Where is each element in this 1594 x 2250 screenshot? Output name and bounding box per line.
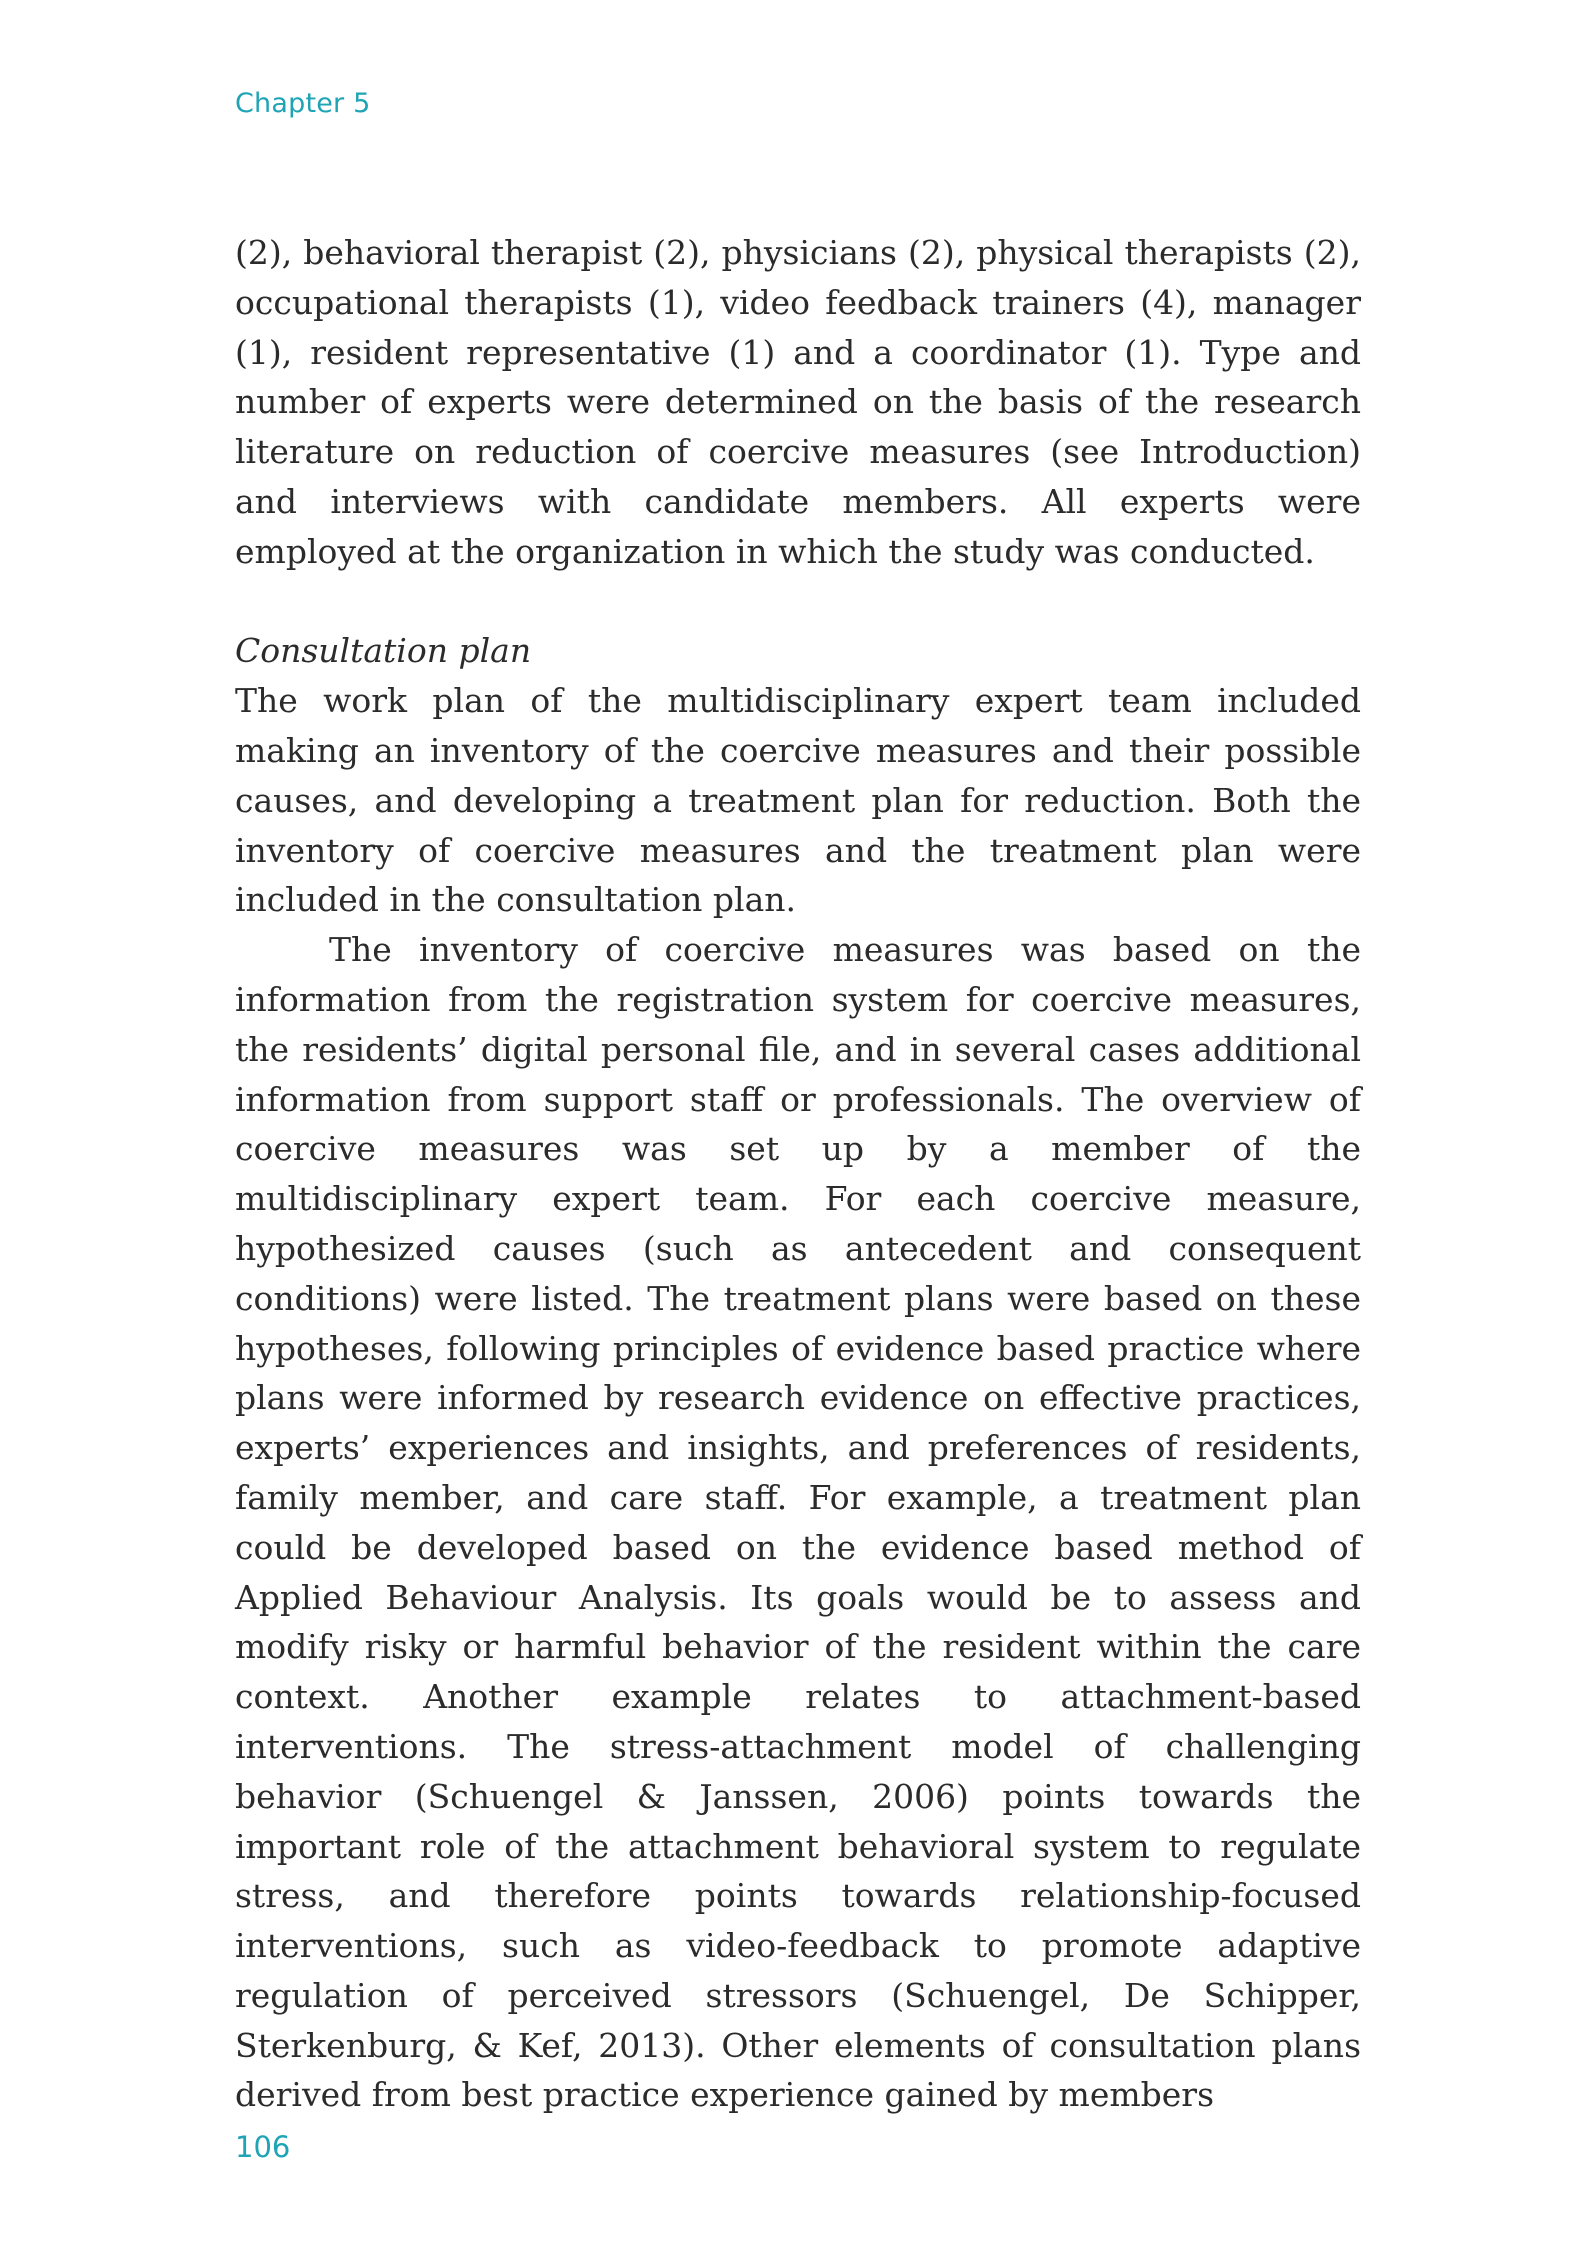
running-head: Chapter 5 xyxy=(235,88,371,119)
page-number: 106 xyxy=(235,2130,291,2164)
paragraph-work-plan: The work plan of the multidisciplinary expert team included making an inventory of the coercive measures and their possible causes, and developing a treatment plan for reduction. Both the inventory of coercive measures and the treatment plan were included in the consultation plan. xyxy=(235,681,1361,920)
body-text xyxy=(235,228,1361,2120)
paragraph-inventory: The inventory of coercive measures was based on the information from the registration system for coercive measures, the residents’ digital personal file, and in several cases additional information from support staff or professionals. The overview of coercive measures was set up by a member of the multidisciplinary expert team. For each coercive measure, hypothesized causes (such as antecedent and consequent conditions) were listed. The treatment plans were based on these hypotheses, following principles of evidence based practice where plans were informed by research evidence on effective practices, experts’ experiences and insights, and preferences of residents, family member, and care staff. For example, a treatment plan could be developed based on the evidence based method of Applied Behaviour Analysis. Its goals would be to assess and modify risky or harmful behavior of the resident within the care context. Another example relates to attachment-based interventions. The stress-attachment model of challenging behavior (Schuengel & Janssen, 2006) points towards the important role of the attachment behavioral system to regulate stress, and therefore points towards relationship-focused interventions, such as video-feedback to promote adaptive regulation of perceived stressors (Schuengel, De Schipper, Sterkenburg, & Kef, 2013). Other elements of consultation plans derived from best practice experience gained by members xyxy=(235,930,1361,2115)
paragraph-spacer xyxy=(235,577,1361,627)
paragraph-experts: (2), behavioral therapist (2), physicians (2), physical therapists (2), occupational therapists (1), video feedback trainers (4), manager (1), resident representative (1) and a coordinator (1). Type and number of experts were determined on the basis of the research literature on reduction of coercive measures (see Introduction) and interviews with candidate members. All experts were employed at the organization in which the study was conducted. xyxy=(235,233,1361,571)
section-subheading: Consultation plan xyxy=(235,631,532,671)
